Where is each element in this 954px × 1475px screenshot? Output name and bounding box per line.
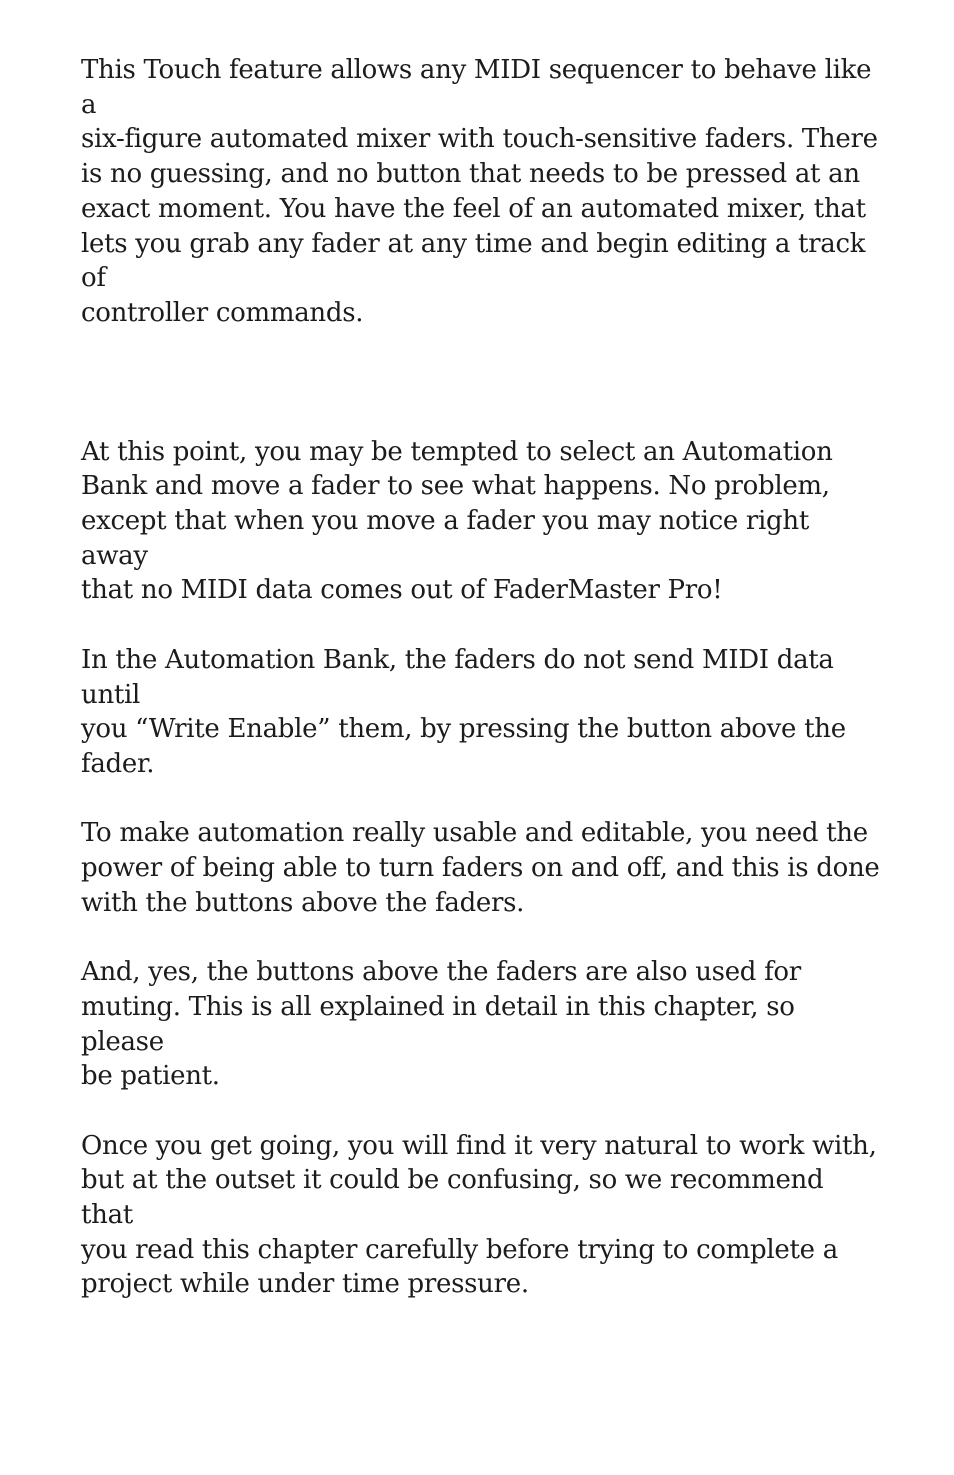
document-body xyxy=(81,53,881,1337)
paragraph-turn-faders-on-off: To make automation really usable and editable, you need the power of being able to turn faders on and off, and this is done with the buttons above the faders. xyxy=(81,818,880,918)
paragraph-getting-going: Once you get going, you will find it very natural to work with, but at the outset it could be confusing, so we recommend that you read this chapter carefully before trying to complete a project while under time pressure. xyxy=(81,1130,877,1300)
paragraph-automation-bank-fader: At this point, you may be tempted to select an Automation Bank and move a fader to see what happens. No problem, except that when you move a fader you may notice right away that no MIDI data comes out of FaderMaster Pro! xyxy=(81,436,833,606)
paragraph-touch-feature: This Touch feature allows any MIDI sequencer to behave like a six-figure automated mixer with touch-sensitive faders. There is no guessing, and no button that needs to be pressed at an exact moment. You have the feel of an automated mixer, that lets you grab any fader at any time and begin editing a track of controller commands. xyxy=(81,55,878,328)
paragraph-write-enable: In the Automation Bank, the faders do not send MIDI data until you “Write Enable” them, by pressing the button above the fader. xyxy=(81,644,846,779)
paragraph-muting: And, yes, the buttons above the faders are also used for muting. This is all explained in detail in this chapter, so please be patient. xyxy=(81,957,801,1092)
